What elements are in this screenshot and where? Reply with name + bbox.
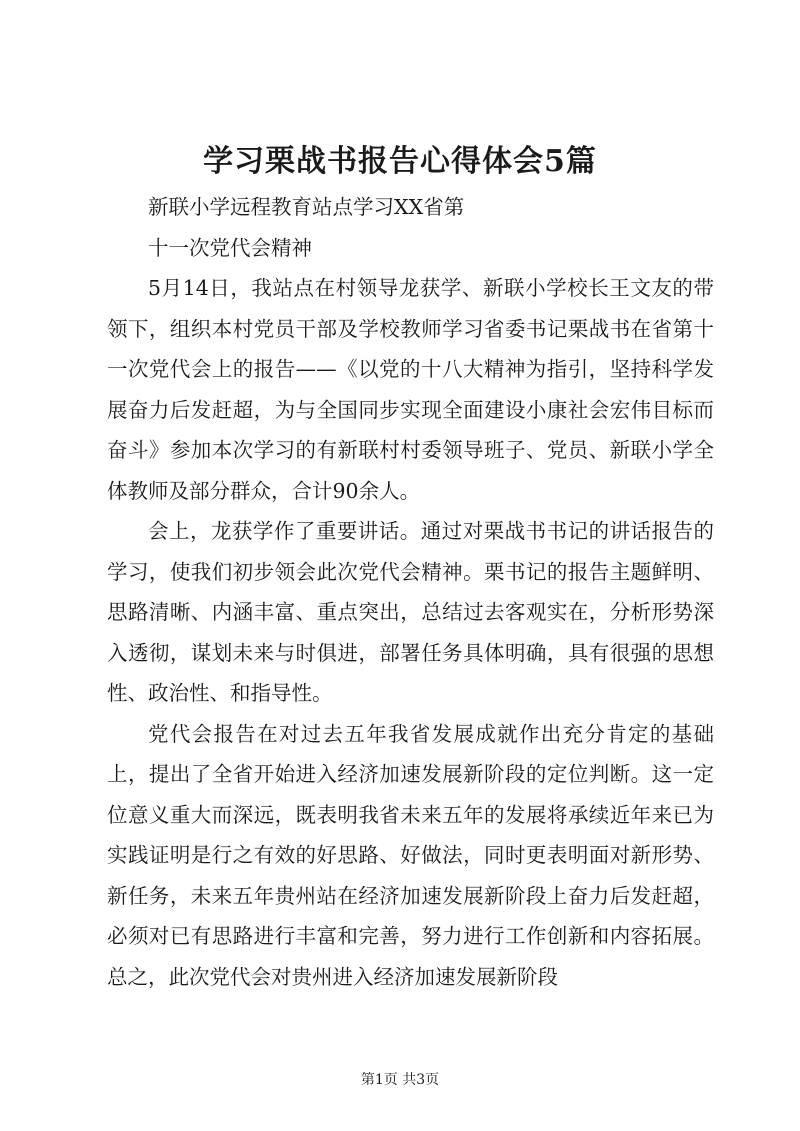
paragraph-subtitle-line-1: 新联小学远程教育站点学习XX省第	[148, 195, 465, 219]
paragraph-study-event: 5月14日，我站点在村领导龙获学、新联小学校长王文友的带领下，组织本村党员干部及学校教师学习省委书记栗战书在省第十一次党代会上的报告——《以党的十八大精神为指引，坚持科学发展奋力后发赶超，为与全国同步实现全面建设小康社会宏伟目标而奋斗》参加本次学习的有新联村村委领导班子、党员、新联小学全体教师及部分群众，合计90余人。	[107, 276, 714, 503]
paragraph-subtitle-line-2: 十一次党代会精神	[148, 235, 312, 260]
document-title: 学习栗战书报告心得体会5篇	[203, 144, 597, 179]
document-body	[107, 187, 714, 997]
page-number-footer: 第1页 共3页	[360, 1072, 440, 1088]
paragraph-meeting-speech: 会上，龙获学作了重要讲话。通过对栗战书书记的讲话报告的学习，使我们初步领会此次党代会精神。栗书记的报告主题鲜明、思路清晰、内涵丰富、重点突出，总结过去客观实在，分析形势深入透彻，谋划未来与时俱进，部署任务具体明确，具有很强的思想性、政治性、和指导性。	[107, 519, 714, 705]
paragraph-report-analysis: 党代会报告在对过去五年我省发展成就作出充分肯定的基础上，提出了全省开始进入经济加速发展新阶段的定位判断。这一定位意义重大而深远，既表明我省未来五年的发展将承续近年来已为实践证明是行之有效的好思路、好做法，同时更表明面对新形势、新任务，未来五年贵州站在经济加速发展新阶段上奋力后发赶超，必须对已有思路进行丰富和完善，努力进行工作创新和内容拓展。总之，此次党代会对贵州进入经济加速发展新阶段	[107, 721, 714, 989]
